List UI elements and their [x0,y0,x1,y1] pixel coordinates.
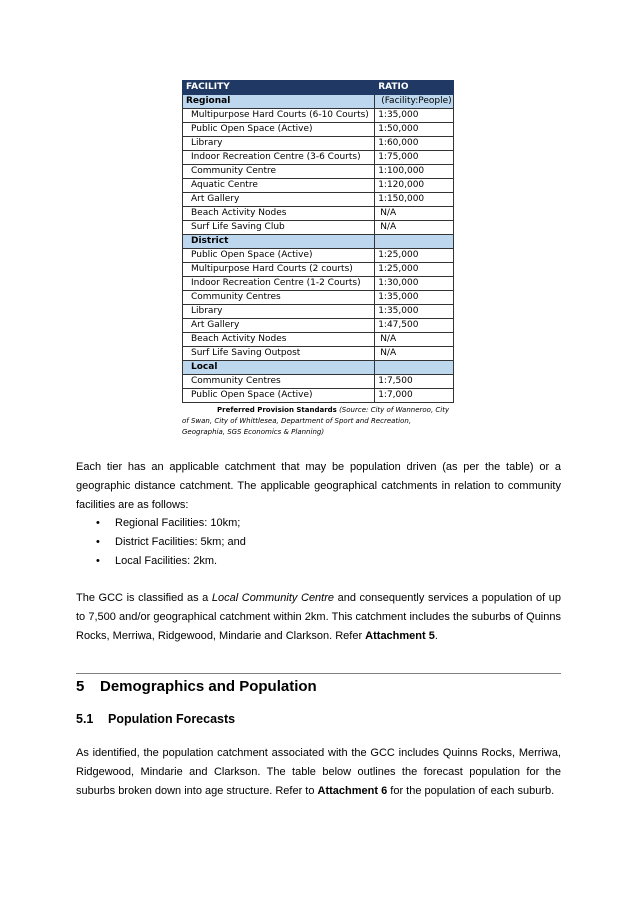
ratio-cell: 1:75,000 [375,151,454,165]
paragraph-gcc-classification [76,589,561,646]
section-divider [76,673,561,674]
ratio-cell: 1:150,000 [375,193,454,207]
ratio-cell: 1:100,000 [375,165,454,179]
ratio-cell: N/A [375,347,454,361]
facility-ratio-table [182,80,454,403]
table-row [183,375,454,389]
table-row [183,249,454,263]
table-section-row [183,95,454,109]
table-row [183,151,454,165]
facility-cell: Community Centres [183,291,375,305]
section-title: Demographics and Population [100,678,317,695]
text-run-italic: Local Community Centre [211,592,335,604]
facility-cell: Beach Activity Nodes [183,207,375,221]
table-section-row [183,235,454,249]
table-row [183,165,454,179]
table-row [183,109,454,123]
table-row [183,179,454,193]
ratio-cell: 1:47,500 [375,319,454,333]
facility-cell: Indoor Recreation Centre (3-6 Courts) [183,151,375,165]
paragraph-catchment: Each tier has an applicable catchment that may be population driven (as per the table) or a geographic distance catchment. The applicable geographical catchments in relation to community facilities are as follows: [76,461,561,511]
table-section-row [183,361,454,375]
text-run: The GCC is classified as a [76,592,212,604]
section-name: Regional [183,95,375,109]
text-run: As identified, the population catchment associated with the GCC includes Quinns Rocks, Merriwa, Ridgewood, Mindarie and Clarkson. The table below outlines the forecast population for the suburbs broken down into age structure. Refer to [76,747,561,797]
facility-cell: Art Gallery [183,319,375,333]
ratio-cell: N/A [375,221,454,235]
table-row [183,263,454,277]
catchment-list [76,514,561,571]
ratio-cell: 1:25,000 [375,263,454,277]
table-row [183,137,454,151]
ratio-cell: 1:35,000 [375,291,454,305]
facility-cell: Public Open Space (Active) [183,389,375,403]
ratio-cell: 1:7,500 [375,375,454,389]
ratio-cell: N/A [375,207,454,221]
table-row [183,277,454,291]
ratio-cell: 1:30,000 [375,277,454,291]
table-row [183,389,454,403]
table-row [183,319,454,333]
subsection-number: 5.1 [76,712,94,726]
table-caption [182,405,454,438]
text-run: . [434,630,438,642]
bullet-icon: • [96,555,100,567]
section-ratio-note [375,235,454,249]
table-row [183,291,454,305]
facility-cell: Community Centre [183,165,375,179]
facility-cell: Public Open Space (Active) [183,249,375,263]
list-item-text: District Facilities: 5km; and [115,536,246,548]
ratio-cell: 1:120,000 [375,179,454,193]
facility-cell: Public Open Space (Active) [183,123,375,137]
facility-cell: Indoor Recreation Centre (1-2 Courts) [183,277,375,291]
text-run: and consequently services a population of up to 7,500 and/or geographical catchment within 2km. This catchment includes the suburbs of Quinns Rocks, Merriwa, Ridgewood, Mindarie and Clarkson. Refer [76,592,561,642]
ratio-cell: 1:35,000 [375,305,454,319]
table-row [183,193,454,207]
table-row [183,207,454,221]
table-header-row [183,81,454,95]
facility-cell: Library [183,137,375,151]
list-item [76,552,561,571]
list-item [76,533,561,552]
facility-cell: Surf Life Saving Club [183,221,375,235]
attachment-6-ref: Attachment 6 [317,785,388,797]
subsection-heading-5-1 [76,710,235,728]
list-item-text: Local Facilities: 2km. [115,555,218,567]
facility-cell: Community Centres [183,375,375,389]
bullet-icon: • [96,536,100,548]
table-row [183,123,454,137]
facility-cell: Art Gallery [183,193,375,207]
facility-cell: Multipurpose Hard Courts (6-10 Courts) [183,109,375,123]
text-run: for the population of each suburb. [387,785,555,797]
facility-cell: Beach Activity Nodes [183,333,375,347]
table-row [183,305,454,319]
ratio-cell: 1:60,000 [375,137,454,151]
table-row [183,333,454,347]
facility-cell: Surf Life Saving Outpost [183,347,375,361]
section-name: District [183,235,375,249]
ratio-cell: N/A [375,333,454,347]
facility-cell: Multipurpose Hard Courts (2 courts) [183,263,375,277]
section-name: Local [183,361,375,375]
ratio-cell: 1:7,000 [375,389,454,403]
table-row [183,347,454,361]
ratio-cell: 1:50,000 [375,123,454,137]
subsection-title: Population Forecasts [108,712,236,726]
facility-cell: Aquatic Centre [183,179,375,193]
section-number: 5 [76,678,85,695]
header-facility: FACILITY [183,81,375,95]
list-item-text: Regional Facilities: 10km; [115,517,241,529]
paragraph-population-catchment [76,744,561,801]
section-heading-5 [76,677,317,697]
table-row [183,221,454,235]
list-item [76,514,561,533]
ratio-cell: 1:35,000 [375,109,454,123]
ratio-cell: 1:25,000 [375,249,454,263]
caption-title: Preferred Provision Standards [217,406,337,414]
facility-cell: Library [183,305,375,319]
table-body [183,95,454,403]
section-ratio-note: (Facility:People) [375,95,454,109]
bullet-icon: • [96,517,100,529]
caption-source: (Source: City of Wanneroo, City of Swan, City of Whittlesea, Department of Sport and Recreation, Geographia, SGS Economics & Planning) [182,406,450,436]
section-ratio-note [375,361,454,375]
attachment-5-ref: Attachment 5 [365,630,435,642]
header-ratio: RATIO [375,81,454,95]
